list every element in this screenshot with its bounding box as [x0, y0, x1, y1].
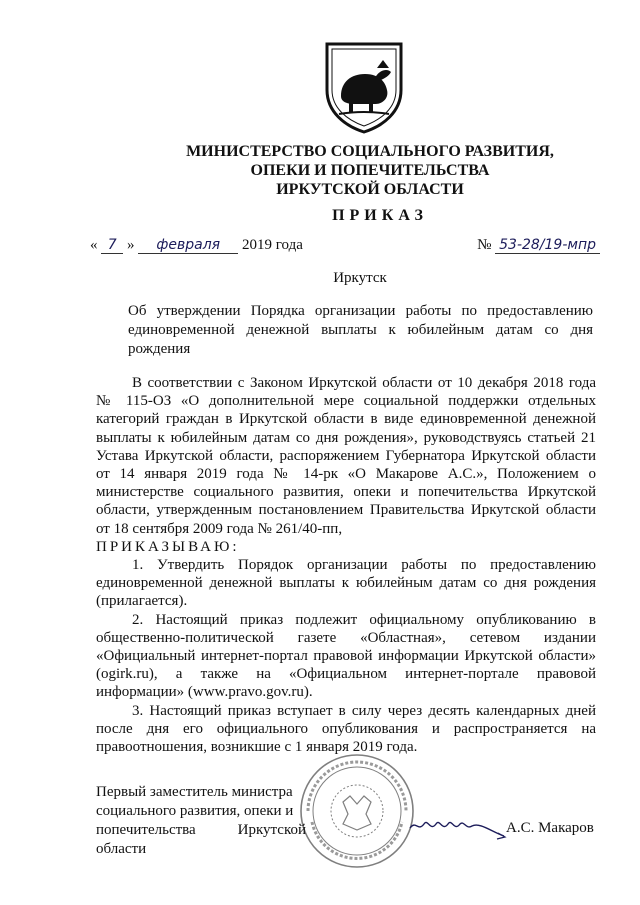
- signatory-line-3: [96, 821, 306, 840]
- ministry-line-2: ОПЕКИ И ПОПЕЧИТЕЛЬСТВА: [250, 162, 490, 179]
- ministry-line-3: ИРКУТСКОЙ ОБЛАСТИ: [276, 181, 464, 198]
- close-quote: »: [127, 237, 135, 253]
- number-prefix: №: [477, 237, 492, 253]
- order-date: [90, 237, 303, 254]
- order-item-2: 2. Настоящий приказ подлежит официальному опубликованию в общественно-политической газете «Областная», сетевом издании «Официальный интернет-портал правовой информации Иркутской области» (ogirk.ru), а также на «Официальном интернет-портале правовой информации» (www.pravo.gov.ru).: [96, 611, 596, 701]
- ministry-line-1: МИНИСТЕРСТВО СОЦИАЛЬНОГО РАЗВИТИЯ,: [186, 143, 554, 160]
- number-value: 53-28/19-мпр: [495, 237, 600, 254]
- coat-of-arms-icon: [319, 38, 409, 134]
- order-body: [96, 374, 596, 756]
- signatory-title: [96, 783, 306, 859]
- official-seal: [298, 752, 416, 870]
- signatory-line-2: социального развития, опеки и: [96, 803, 294, 819]
- date-year: 2019 года: [242, 237, 303, 253]
- order-subject: Об утверждении Порядка организации работы по предоставлению единовременной денежной выплаты к юбилейным датам со дня рождения: [128, 303, 593, 357]
- date-month: февраля: [138, 237, 238, 254]
- order-word: ПРИКАЗЫВАЮ:: [96, 538, 240, 555]
- signatory-name: А.С. Макаров: [506, 820, 594, 836]
- signatory-line-3a: попечительства: [96, 822, 196, 838]
- open-quote: «: [90, 237, 98, 253]
- signatory-line-1: Первый заместитель министра: [96, 784, 293, 800]
- date-number-line: [90, 237, 600, 259]
- date-day: 7: [101, 237, 123, 254]
- order-item-3: 3. Настоящий приказ вступает в силу через десять календарных дней после дня его официального опубликования и распространяется на правоотношения, возникшие с 1 января 2019 года.: [96, 702, 596, 756]
- signatory-line-3b: Иркутской: [237, 822, 306, 838]
- order-number: [477, 237, 600, 254]
- ministry-header: [140, 142, 600, 199]
- signatory-line-4: области: [96, 841, 147, 857]
- preamble-paragraph: В соответствии с Законом Иркутской области от 10 декабря 2018 года № 115-ОЗ «О дополнительной мере социальной поддержки отдельных категорий граждан в Иркутской области в виде единовременной денежной выплаты к юбилейным датам со дня рождения», руководствуясь статьей 21 Устава Иркутской области, распоряжением Губернатора Иркутской области от 14 января 2019 года № 14-рк «О Макарове А.С.», Положением о министерстве социального развития, опеки и попечительства Иркутской области, утвержденным постановлением Правительства Иркутской области от 18 сентября 2009 года № 261/40-пп,: [96, 375, 596, 537]
- order-item-1: 1. Утвердить Порядок организации работы по предоставлению единовременной денежной выплаты к юбилейным датам со дня рождения (прилагается).: [96, 557, 596, 610]
- city: Иркутск: [333, 270, 387, 286]
- handwritten-signature: [408, 806, 508, 846]
- order-title: ПРИКАЗ: [332, 207, 428, 224]
